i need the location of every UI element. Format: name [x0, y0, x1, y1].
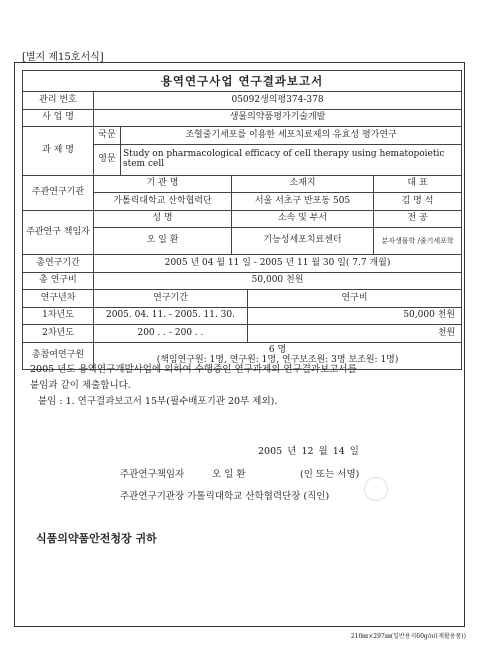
host-org-label: 주관연구기관	[23, 175, 94, 210]
org-rep-value: 김 명 석	[374, 193, 462, 211]
period-label: 총연구기간	[23, 255, 94, 273]
year-cost-header: 연구비	[248, 290, 462, 308]
business-name-value: 생물의약품평가기술개발	[94, 109, 462, 127]
org-location-value: 서울 서초구 반포동 505	[232, 193, 374, 211]
business-name-label: 사 업 명	[23, 109, 94, 127]
org-rep-header: 대 표	[374, 175, 462, 193]
org-head-signature-line: 주관연구기관장 가톨릭대학교 산학협력단장 (직인)	[120, 491, 330, 502]
pi-name-value: 오 일 환	[94, 228, 232, 255]
year1-label: 1차년도	[23, 307, 94, 325]
org-name-value: 가톨릭대학교 산학협력단	[94, 193, 232, 211]
english-title: Study on pharmacological efficacy of cell therapy using hematopoietic stem cell	[121, 144, 462, 175]
submission-date: 2005 년 12 월 14 일	[258, 446, 359, 457]
staff-label: 총참여연구원	[23, 342, 94, 369]
org-location-header: 소재지	[232, 175, 374, 193]
korean-title: 조혈줄기세포를 이용한 세포치료제의 유효성 평가연구	[121, 127, 462, 145]
addressee: 식품의약품안전청장 귀하	[36, 532, 157, 545]
year2-period: 200 . . - 200 . .	[94, 325, 248, 343]
period-value: 2005 년 04 월 11 일 - 2005 년 11 월 30 일( 7.7 개월)	[94, 255, 462, 273]
form-code: [별지 제15호서식]	[22, 52, 104, 63]
paper-spec-footer: 210㎜×297㎜(일반용지60g/㎡(재활용품))	[350, 633, 466, 640]
pi-dept-value: 기능성세포치료센터	[232, 228, 374, 255]
submission-line-1: 2005 년도 용역연구개발사업에 의하여 수행중인 연구과제의 연구결과보고서를	[30, 364, 357, 375]
pi-signature-line	[120, 466, 360, 480]
pi-signature-label: 주관연구책임자	[120, 469, 185, 480]
year-period-header: 연구기간	[94, 290, 248, 308]
pi-dept-header: 소속 및 부서	[232, 210, 374, 228]
pi-major-value: 분자생물학 /줄기세포학	[374, 228, 462, 255]
pi-name-header: 성 명	[94, 210, 232, 228]
pi-signature-seal: (인 또는 서명)	[300, 469, 360, 480]
submission-text	[30, 362, 450, 410]
org-name-header: 기 관 명	[94, 175, 232, 193]
task-name-label: 과 제 명	[23, 127, 94, 176]
mgmt-number-value: 05092생의평374-378	[94, 92, 462, 110]
pi-label: 주관연구 책임자	[23, 210, 94, 255]
staff-detail: (책임연구원: 1명, 연구원: 1명, 연구보조원: 3명 보조원: 1명)	[156, 354, 399, 365]
pi-major-header: 전 공	[374, 210, 462, 228]
english-label: 영문	[94, 144, 121, 175]
year1-period: 2005. 04. 11. - 2005. 11. 30.	[94, 307, 248, 325]
submission-line-2: 붙임과 같이 제출합니다.	[30, 380, 131, 391]
total-cost-label: 총 연구비	[23, 272, 94, 290]
year2-label: 2차년도	[23, 325, 94, 343]
mgmt-number-label: 관리 번호	[23, 92, 94, 110]
pi-signature-name: 오 일 환	[212, 469, 246, 480]
staff-total: 6 명	[268, 345, 287, 356]
korean-label: 국문	[94, 127, 121, 145]
official-stamp	[364, 477, 388, 501]
year1-cost: 50,000 천원	[248, 307, 462, 325]
report-table	[22, 70, 462, 370]
year-header: 연구년차	[23, 290, 94, 308]
year2-cost: 천원	[248, 325, 462, 343]
total-cost-value: 50,000 천원	[94, 272, 462, 290]
report-title: 용역연구사업 연구결과보고서	[23, 71, 462, 92]
attachment-line: 붙임 : 1. 연구결과보고서 15부(필수배포기관 20부 제외).	[38, 396, 278, 407]
